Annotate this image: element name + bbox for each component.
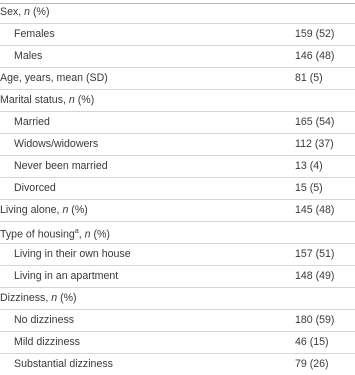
row-label: Dizziness, n (%): [0, 292, 77, 304]
table-row-mild-dizziness: [0, 332, 355, 354]
row-value: 145 (48): [295, 204, 335, 216]
row-label: Females: [14, 28, 55, 40]
table-row-substantial-dizziness: [0, 354, 355, 375]
row-value: 157 (51): [295, 248, 335, 260]
row-value: 112 (37): [295, 138, 334, 150]
row-value: 146 (48): [295, 50, 335, 62]
row-label: Living in their own house: [14, 248, 131, 260]
table-row-dizziness-header: [0, 288, 355, 310]
row-label: Type of housing$^a$, n (%): [0, 228, 110, 241]
table-row-sex-header: [0, 2, 355, 24]
table-row-living-alone: [0, 200, 355, 222]
row-value: 180 (59): [295, 314, 335, 326]
row-label: No dizziness: [14, 314, 75, 326]
row-label: Marital status, n (%): [0, 94, 95, 106]
row-label: Divorced: [14, 182, 56, 194]
footnote-marker: a: [74, 228, 79, 235]
row-label: Sex, n (%): [0, 6, 50, 18]
row-label: Living in an apartment: [14, 270, 119, 282]
table-body: [0, 2, 355, 375]
row-label: Males: [14, 50, 43, 62]
row-label: Living alone, n (%): [0, 204, 88, 216]
row-label: Mild dizziness: [14, 336, 80, 348]
table-row-males: [0, 46, 355, 68]
row-value: 148 (49): [295, 270, 335, 282]
row-label: Age, years, mean (SD): [0, 72, 108, 84]
row-label: Substantial dizziness: [14, 358, 113, 370]
table-row-never-married: [0, 156, 355, 178]
row-value: 13 (4): [295, 160, 323, 172]
table-row-no-dizziness: [0, 310, 355, 332]
table-row-own-house: [0, 244, 355, 266]
table-row-age: [0, 68, 355, 90]
row-value: 165 (54): [295, 116, 335, 128]
table-row-housing-header: [0, 222, 355, 244]
table-row-apartment: [0, 266, 355, 288]
table-row-females: [0, 24, 355, 46]
row-value: 15 (5): [295, 182, 323, 194]
table-row-marital-header: [0, 90, 355, 112]
row-value: 46 (15): [295, 336, 329, 348]
table-row-married: [0, 112, 355, 134]
row-label: Never been married: [14, 160, 108, 172]
row-value: 159 (52): [295, 28, 335, 40]
table-row-widows: [0, 134, 355, 156]
table-row-divorced: [0, 178, 355, 200]
row-value: 79 (26): [295, 358, 329, 370]
row-label: Married: [14, 116, 50, 128]
row-label: Widows/widowers: [14, 138, 99, 150]
row-value: 81 (5): [295, 72, 323, 84]
